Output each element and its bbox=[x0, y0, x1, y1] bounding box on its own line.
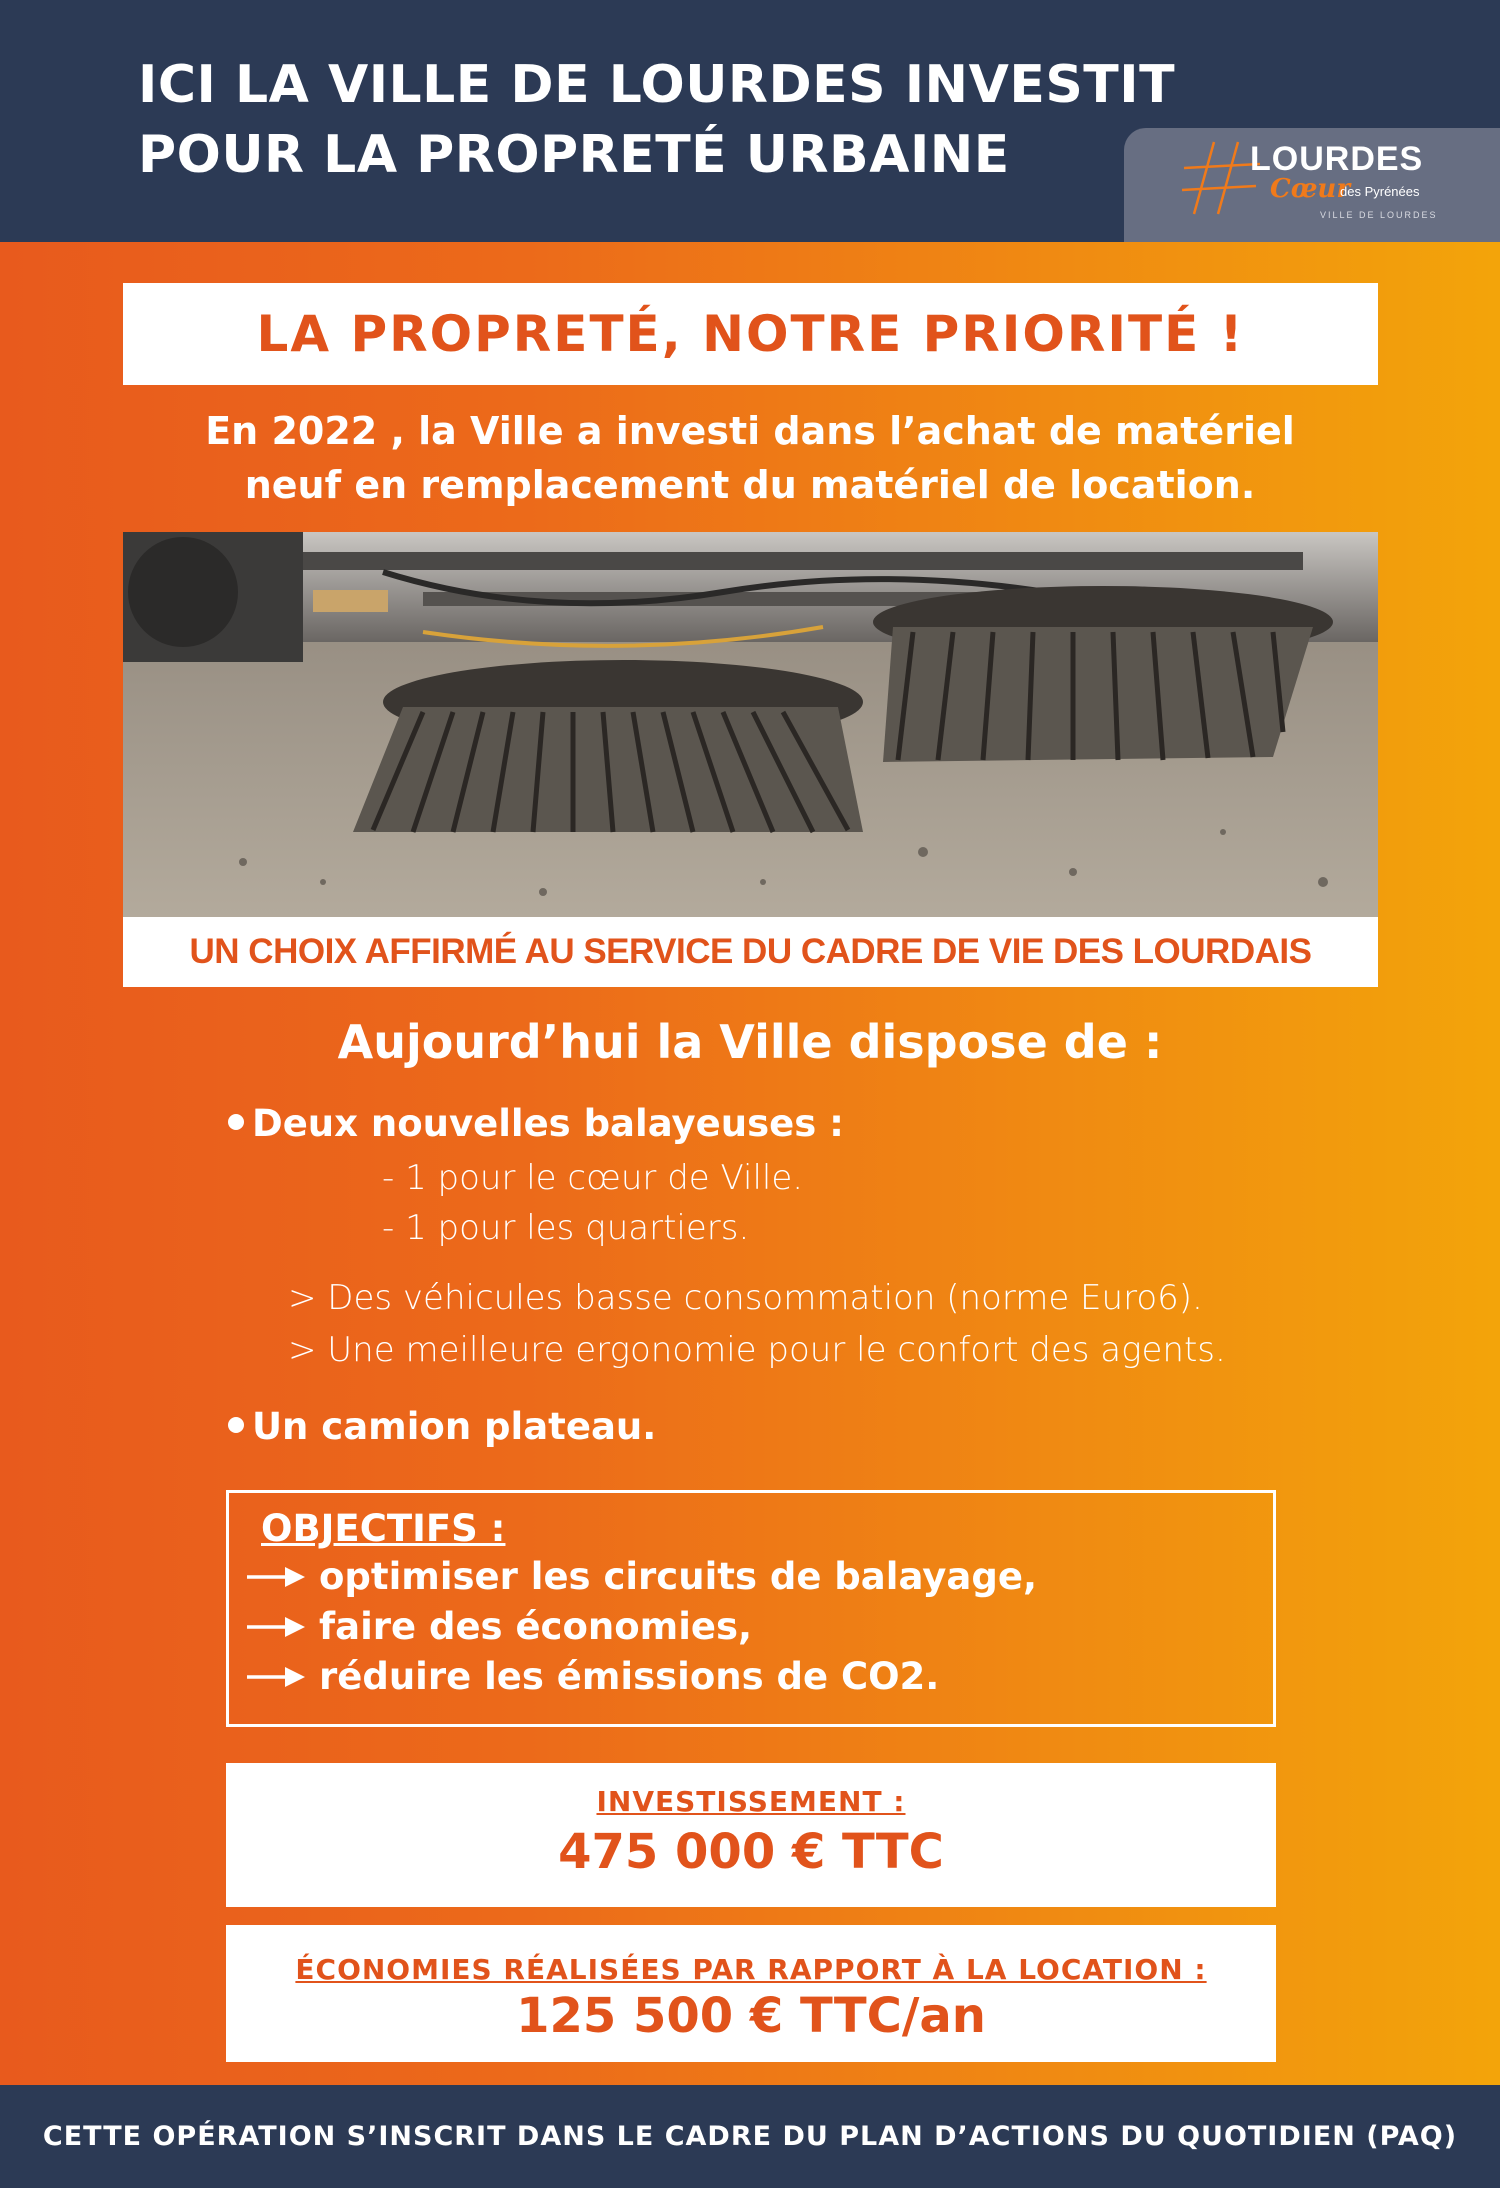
objective-text: réduire les émissions de CO2. bbox=[319, 1655, 940, 1698]
photo-caption bbox=[123, 917, 1378, 987]
investment-value: 475 000 € TTC bbox=[558, 1824, 944, 1880]
title-line-1: ICI LA VILLE DE LOURDES INVESTIT bbox=[138, 55, 1176, 115]
arrow-right-icon bbox=[245, 1562, 307, 1592]
sub-item-city-center: - 1 pour le cœur de Ville. bbox=[382, 1158, 804, 1198]
bullet-dot-icon bbox=[228, 1417, 244, 1433]
header-bar bbox=[0, 0, 1500, 242]
priority-banner bbox=[123, 283, 1378, 385]
objective-text: optimiser les circuits de balayage, bbox=[319, 1555, 1037, 1598]
objective-text: faire des économies, bbox=[319, 1605, 753, 1648]
bullet-dot-icon bbox=[228, 1114, 244, 1130]
street-sweeper-photo bbox=[123, 532, 1378, 917]
logo-name: LOURDES bbox=[1250, 140, 1424, 178]
objectives-box bbox=[226, 1490, 1276, 1727]
priority-text: LA PROPRETÉ, NOTRE PRIORITÉ ! bbox=[256, 305, 1245, 363]
savings-value: 125 500 € TTC/an bbox=[516, 1988, 986, 2044]
page-title bbox=[138, 50, 1178, 190]
savings-box bbox=[226, 1925, 1276, 2062]
feature-ergonomics: > Une meilleure ergonomie pour le confort des agents. bbox=[288, 1330, 1226, 1370]
bullet-truck bbox=[228, 1405, 656, 1448]
logo-subtitle: VILLE DE LOURDES bbox=[1320, 210, 1438, 220]
arrow-right-icon bbox=[245, 1662, 307, 1692]
bullet-sweepers bbox=[228, 1102, 844, 1145]
intro-line-1: En 2022 , la Ville a investi dans l’achat de matériel bbox=[205, 409, 1295, 453]
lourdes-logo bbox=[1124, 128, 1500, 242]
logo-script: Cœur bbox=[1270, 174, 1351, 204]
footer-bar bbox=[0, 2085, 1500, 2188]
investment-label: INVESTISSEMENT : bbox=[596, 1785, 906, 1818]
investment-box bbox=[226, 1763, 1276, 1907]
intro-text bbox=[150, 404, 1350, 512]
bullet-truck-text: Un camion plateau. bbox=[252, 1405, 657, 1448]
equipment-heading: Aujourd’hui la Ville dispose de : bbox=[337, 1015, 1163, 1069]
footer-text: CETTE OPÉRATION S’INSCRIT DANS LE CADRE DU PLAN D’ACTIONS DU QUOTIDIEN (PAQ) bbox=[42, 2121, 1458, 2152]
photo-caption-text: UN CHOIX AFFIRMÉ AU SERVICE DU CADRE DE VIE DES LOURDAIS bbox=[189, 932, 1312, 971]
objective-item bbox=[245, 1655, 939, 1698]
intro-line-2: neuf en remplacement du matériel de location. bbox=[244, 463, 1256, 507]
logo-region: des Pyrénées bbox=[1340, 184, 1420, 199]
objective-item bbox=[245, 1605, 752, 1648]
title-line-2: POUR LA PROPRETÉ URBAINE bbox=[138, 125, 1010, 185]
feature-low-consumption: > Des véhicules basse consommation (norme Euro6). bbox=[288, 1278, 1203, 1318]
sweeper-illustration bbox=[123, 532, 1378, 917]
objectives-title: OBJECTIFS : bbox=[261, 1507, 506, 1550]
sub-item-neighborhoods: - 1 pour les quartiers. bbox=[382, 1208, 750, 1248]
objective-item bbox=[245, 1555, 1037, 1598]
savings-label: ÉCONOMIES RÉALISÉES PAR RAPPORT À LA LOCATION : bbox=[295, 1953, 1207, 1986]
arrow-right-icon bbox=[245, 1612, 307, 1642]
bullet-sweepers-text: Deux nouvelles balayeuses : bbox=[252, 1102, 844, 1145]
